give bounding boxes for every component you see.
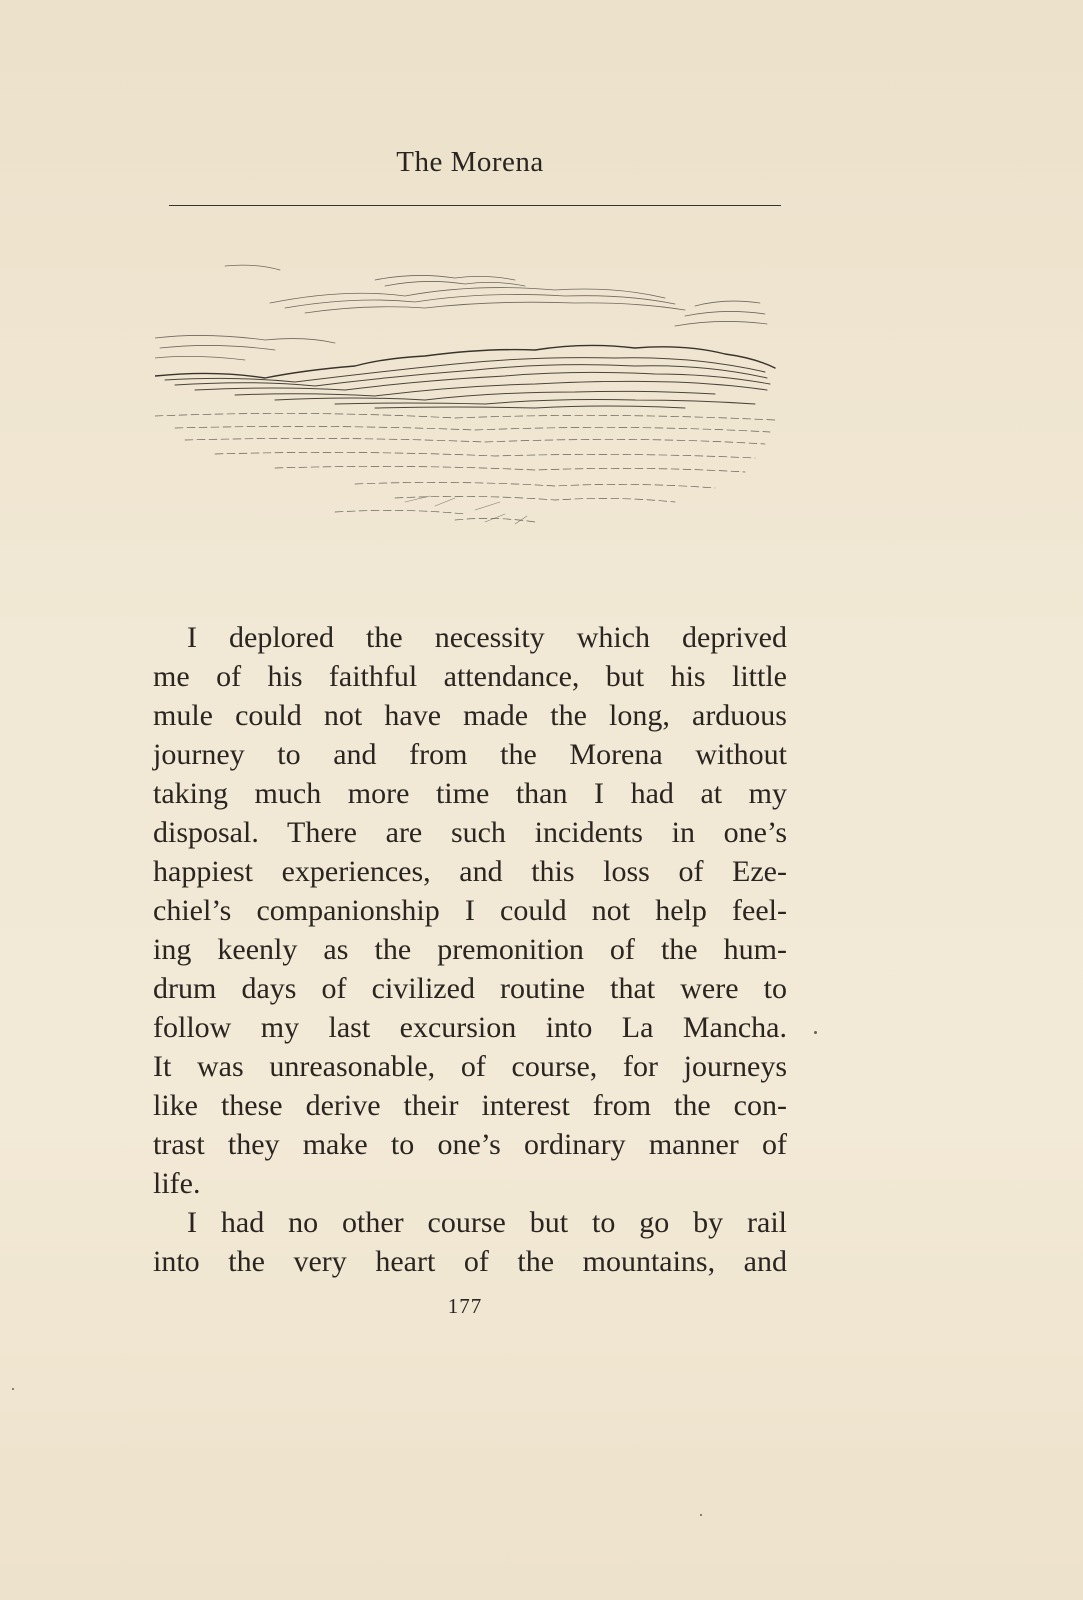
- header-rule: [169, 205, 781, 206]
- text-line: follow my last excursion into La Mancha.: [153, 1011, 787, 1044]
- text-line: I had no other course but to go by rail: [187, 1206, 787, 1239]
- text-line: I deplored the necessity which deprived: [187, 621, 787, 654]
- text-line: drum days of civilized routine that were to: [153, 972, 787, 1005]
- text-line: trast they make to one’s ordinary manner of: [153, 1128, 787, 1161]
- body-text: [153, 618, 787, 1281]
- text-line: chiel’s companionship I could not help feel-: [153, 894, 787, 927]
- paper-speck: [700, 1514, 702, 1516]
- text-line: journey to and from the Morena without: [153, 738, 787, 771]
- text-line: ing keenly as the premonition of the hum-: [153, 933, 787, 966]
- text-line: into the very heart of the mountains, and: [153, 1245, 787, 1278]
- text-line: taking much more time than I had at my: [153, 777, 787, 810]
- paper-speck: [814, 1031, 817, 1034]
- running-head: The Morena: [396, 146, 544, 178]
- text-line: disposal. There are such incidents in one’s: [153, 816, 787, 849]
- page-number: 177: [447, 1294, 483, 1318]
- text-line: It was unreasonable, of course, for journeys: [153, 1050, 787, 1083]
- text-line: me of his faithful attendance, but his little: [153, 660, 787, 693]
- paper-speck: [12, 1388, 14, 1390]
- text-line: mule could not have made the long, arduous: [153, 699, 787, 732]
- landscape-illustration: [155, 258, 785, 558]
- text-line: like these derive their interest from the con-: [153, 1089, 787, 1122]
- text-line: life.: [153, 1167, 201, 1200]
- text-line: happiest experiences, and this loss of Eze-: [153, 855, 787, 888]
